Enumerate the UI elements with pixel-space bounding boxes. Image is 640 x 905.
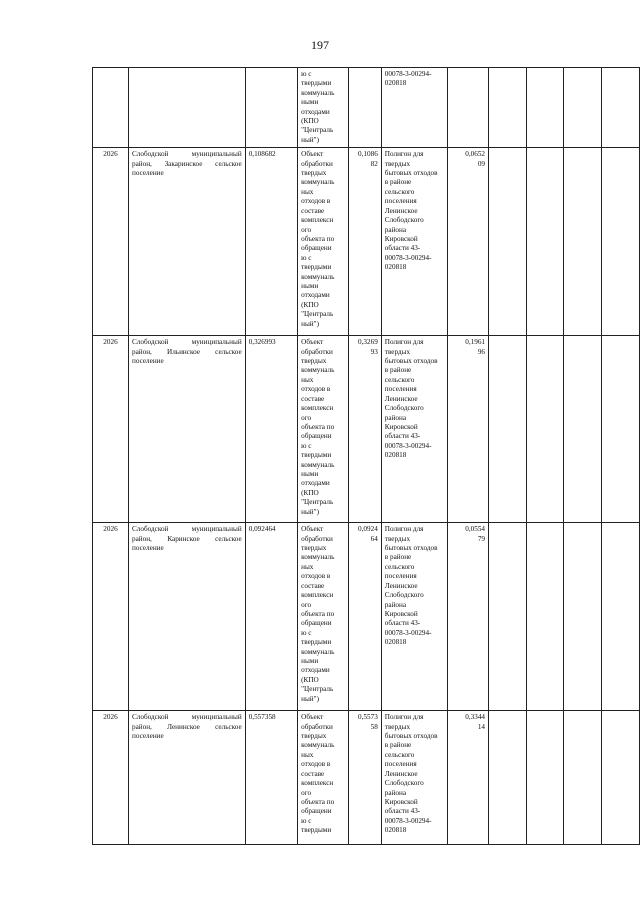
area-cell: Слободской муниципальный район, Ильинское сельское поселение: [128, 336, 245, 523]
empty-cell: [489, 68, 527, 148]
table-row: [93, 523, 640, 711]
empty-cell: [602, 68, 640, 148]
object-cell: ю с твердыми коммуналь ными отходами (КПО "Централь ный"): [298, 68, 349, 148]
mass3-cell: 0,0554 79: [447, 523, 488, 711]
empty-cell: [602, 711, 640, 845]
table-row: [93, 68, 640, 148]
area-cell: Слободской муниципальный район, Каринское сельское поселение: [128, 523, 245, 711]
year-cell: 2026: [93, 148, 129, 336]
object-cell: Объект обработки твердых коммуналь ных отходов в составе комплексн ого объекта по обращени ю с твердыми коммуналь ными отходами (КПО "Централь ный"): [298, 523, 349, 711]
mass3-cell: 0,0652 09: [447, 148, 488, 336]
empty-cell: [526, 711, 564, 845]
empty-cell: [489, 523, 527, 711]
mass2-cell: [348, 68, 381, 148]
landfill-cell: Полигон для твердых бытовых отходов в районе сельского поселения Ленинское Слободского района Кировской области 43- 00078-3-00294- 020818: [381, 336, 447, 523]
mass-cell: 0,326993: [245, 336, 297, 523]
empty-cell: [489, 711, 527, 845]
landfill-cell: 00078-3-00294- 020818: [381, 68, 447, 148]
empty-cell: [602, 523, 640, 711]
area-cell: [128, 68, 245, 148]
object-cell: Объект обработки твердых коммуналь ных отходов в составе комплексн ого объекта по обращени ю с твердыми коммуналь ными отходами (КПО "Централь ный"): [298, 336, 349, 523]
empty-cell: [526, 523, 564, 711]
mass2-cell: 0,3269 93: [348, 336, 381, 523]
mass2-cell: 0,1086 82: [348, 148, 381, 336]
mass-cell: 0,108682: [245, 148, 297, 336]
mass-cell: 0,557358: [245, 711, 297, 845]
empty-cell: [602, 148, 640, 336]
table-row: [93, 148, 640, 336]
empty-cell: [489, 336, 527, 523]
empty-cell: [564, 68, 602, 148]
year-cell: 2026: [93, 336, 129, 523]
year-cell: [93, 68, 129, 148]
object-cell: Объект обработки твердых коммуналь ных отходов в составе комплексн ого объекта по обращени ю с твердыми: [298, 711, 349, 845]
year-cell: 2026: [93, 711, 129, 845]
empty-cell: [564, 336, 602, 523]
mass3-cell: 0,3344 14: [447, 711, 488, 845]
empty-cell: [489, 148, 527, 336]
mass2-cell: 0,5573 58: [348, 711, 381, 845]
mass3-cell: [447, 68, 488, 148]
object-cell: Объект обработки твердых коммуналь ных отходов в составе комплексн ого объекта по обращени ю с твердыми коммуналь ными отходами (КПО "Централь ный"): [298, 148, 349, 336]
landfill-cell: Полигон для твердых бытовых отходов в районе сельского поселения Ленинское Слободского района Кировской области 43- 00078-3-00294- 020818: [381, 711, 447, 845]
empty-cell: [526, 336, 564, 523]
year-cell: 2026: [93, 523, 129, 711]
area-cell: Слободской муниципальный район, Ленинское сельское поселение: [128, 711, 245, 845]
mass3-cell: 0,1961 96: [447, 336, 488, 523]
waste-flow-table: [92, 67, 640, 845]
empty-cell: [564, 148, 602, 336]
area-cell: Слободской муниципальный район, Закаринское сельское поселение: [128, 148, 245, 336]
empty-cell: [526, 148, 564, 336]
landfill-cell: Полигон для твердых бытовых отходов в районе сельского поселения Ленинское Слободского района Кировской области 43- 00078-3-00294- 020818: [381, 148, 447, 336]
mass2-cell: 0,0924 64: [348, 523, 381, 711]
mass-cell: [245, 68, 297, 148]
empty-cell: [602, 336, 640, 523]
table-row: [93, 336, 640, 523]
empty-cell: [564, 523, 602, 711]
landfill-cell: Полигон для твердых бытовых отходов в районе сельского поселения Ленинское Слободского района Кировской области 43- 00078-3-00294- 020818: [381, 523, 447, 711]
page-number: 197: [311, 38, 329, 52]
mass-cell: 0,092464: [245, 523, 297, 711]
empty-cell: [526, 68, 564, 148]
empty-cell: [564, 711, 602, 845]
table-row: [93, 711, 640, 845]
